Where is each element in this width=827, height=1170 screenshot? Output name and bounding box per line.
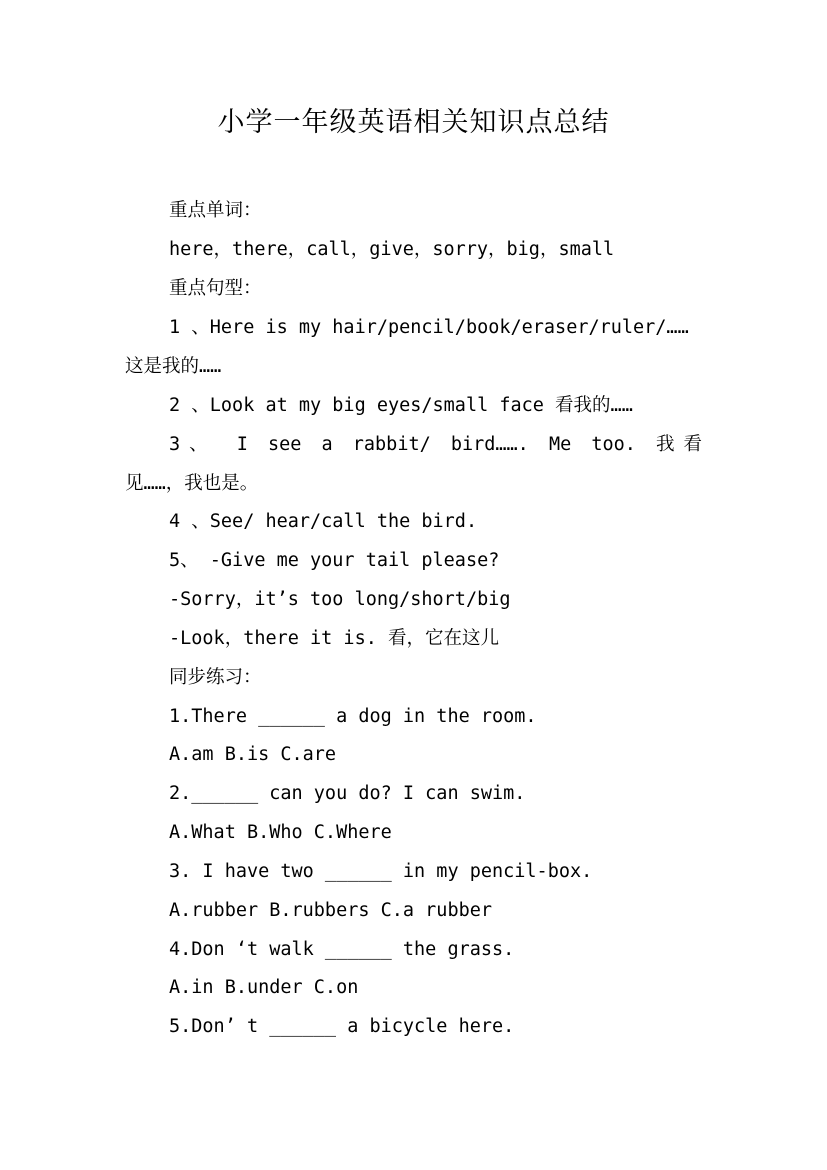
sentence-1-translation: 这是我的…… — [125, 356, 222, 377]
question-1: 1.There ______ a dog in the room. — [169, 706, 537, 727]
sentence-3: 3、 I see a rabbit/ bird……. Me too. 我看 — [169, 434, 702, 455]
question-2-options: A.What B.Who C.Where — [169, 822, 392, 843]
question-3-options: A.rubber B.rubbers C.a rubber — [169, 900, 493, 921]
sentence-3-translation: 见……，我也是。 — [125, 473, 259, 494]
question-5: 5.Don’ t ______ a bicycle here. — [169, 1016, 515, 1037]
sentence-1: 1 、Here is my hair/pencil/book/eraser/ruler/…… — [169, 317, 689, 338]
question-3: 3. I have two ______ in my pencil-box. — [169, 861, 593, 882]
question-1-options: A.am B.is C.are — [169, 744, 337, 765]
question-4-options: A.in B.under C.on — [169, 977, 359, 998]
sentence-5-reply: -Sorry，it’s too long/short/big — [169, 589, 511, 610]
key-words-list: here，there，call，give，sorry，big，small — [169, 239, 615, 260]
section-heading-key-sentences: 重点句型： — [169, 278, 262, 299]
document-title: 小学一年级英语相关知识点总结 — [217, 107, 610, 138]
section-heading-practice: 同步练习： — [169, 667, 262, 688]
sentence-5-look: -Look，there it is. 看，它在这儿 — [169, 628, 499, 649]
question-2: 2.______ can you do? I can swim. — [169, 783, 526, 804]
sentence-2: 2 、Look at my big eyes/small face 看我的…… — [169, 395, 633, 416]
question-4: 4.Don ‘t walk ______ the grass. — [169, 939, 515, 960]
sentence-4: 4 、See/ hear/call the bird. — [169, 511, 478, 532]
sentence-5: 5、 -Give me your tail please? — [169, 550, 500, 571]
section-heading-key-words: 重点单词： — [169, 200, 262, 221]
